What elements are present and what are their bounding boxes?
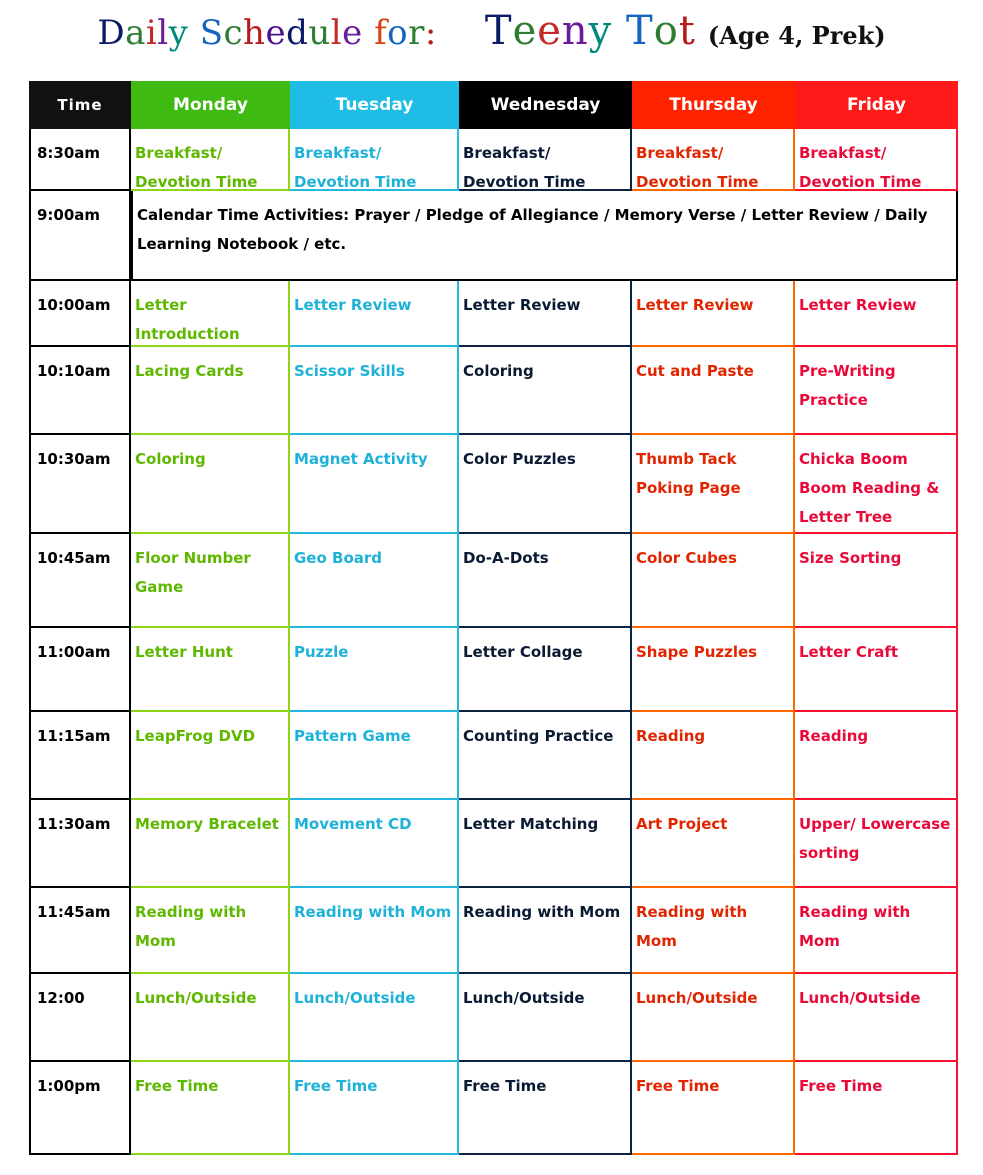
time-slot: 11:00am (29, 628, 131, 712)
activity-cell: Breakfast/ Devotion Time (459, 129, 632, 191)
activity-cell: Lacing Cards (131, 347, 290, 435)
activity-cell: Pre-Writing Practice (795, 347, 958, 435)
column-header-friday: Friday (795, 81, 958, 129)
activity-cell: Letter Matching (459, 800, 632, 888)
column-header-monday: Monday (131, 81, 290, 129)
activity-cell: Breakfast/ Devotion Time (632, 129, 795, 191)
title-letter: e (342, 13, 363, 53)
activity-cell: Cut and Paste (632, 347, 795, 435)
time-slot: 1:00pm (29, 1062, 131, 1155)
activity-cell: Color Puzzles (459, 435, 632, 534)
activity-cell: Shape Puzzles (632, 628, 795, 712)
title-lead (97, 13, 437, 53)
activity-cell: Reading with Mom (632, 888, 795, 974)
activity-cell: Art Project (632, 800, 795, 888)
column-header-tuesday: Tuesday (290, 81, 459, 129)
activity-cell: Magnet Activity (290, 435, 459, 534)
time-slot: 12:00 (29, 974, 131, 1062)
activity-cell: Coloring (131, 435, 290, 534)
activity-cell: Coloring (459, 347, 632, 435)
column-header-wednesday: Wednesday (459, 81, 632, 129)
activity-cell: Letter Review (459, 281, 632, 347)
activity-cell: Memory Bracelet (131, 800, 290, 888)
activity-cell: Breakfast/ Devotion Time (131, 129, 290, 191)
title-letter: f (374, 13, 388, 53)
activity-cell: Free Time (795, 1062, 958, 1155)
title-letter: l (330, 13, 343, 53)
activity-cell: LeapFrog DVD (131, 712, 290, 800)
activity-cell: Scissor Skills (290, 347, 459, 435)
title-letter (363, 13, 374, 53)
schedule-table (29, 81, 958, 1155)
activity-cell: Reading (795, 712, 958, 800)
activity-cell: Lunch/Outside (632, 974, 795, 1062)
activity-cell: Geo Board (290, 534, 459, 628)
activity-cell: Reading with Mom (131, 888, 290, 974)
time-slot: 10:30am (29, 435, 131, 534)
title-letter: c (223, 13, 244, 53)
time-slot: 10:10am (29, 347, 131, 435)
time-slot: 9:00am (29, 191, 131, 281)
title-letter: d (286, 13, 309, 53)
activity-cell: Movement CD (290, 800, 459, 888)
title-letter: l (157, 13, 169, 53)
title-letter: a (125, 13, 146, 53)
title-letter (188, 13, 199, 53)
activity-cell: Breakfast/ Devotion Time (795, 129, 958, 191)
title-letter (612, 8, 626, 54)
activity-cell: Floor Number Game (131, 534, 290, 628)
activity-cell: Reading with Mom (459, 888, 632, 974)
activity-cell: Free Time (131, 1062, 290, 1155)
activity-cell: Free Time (459, 1062, 632, 1155)
title-letter: y (168, 13, 189, 53)
time-slot: 10:45am (29, 534, 131, 628)
title-letter: h (243, 13, 266, 53)
activity-cell: Letter Introduction (131, 281, 290, 347)
title-age: (Age 4, Prek) (707, 21, 886, 50)
title-letter: o (387, 13, 409, 53)
activity-cell: Letter Review (290, 281, 459, 347)
title-letter: e (265, 13, 287, 53)
title-letter: D (97, 13, 126, 53)
time-slot: 11:15am (29, 712, 131, 800)
time-slot: 11:45am (29, 888, 131, 974)
title-letter: : (424, 13, 437, 53)
activity-cell: Breakfast/ Devotion Time (290, 129, 459, 191)
activity-cell: Reading with Mom (795, 888, 958, 974)
activity-cell: Size Sorting (795, 534, 958, 628)
column-header-thursday: Thursday (632, 81, 795, 129)
activity-cell: Letter Hunt (131, 628, 290, 712)
time-slot: 10:00am (29, 281, 131, 347)
title-letter: u (308, 13, 331, 53)
title-letter: e (512, 8, 538, 54)
time-slot: 8:30am (29, 129, 131, 191)
activity-cell: Letter Craft (795, 628, 958, 712)
activity-cell: Free Time (290, 1062, 459, 1155)
activity-cell: Free Time (632, 1062, 795, 1155)
title-letter: y (588, 8, 613, 54)
title-letter: r (408, 13, 425, 53)
activity-cell: Color Cubes (632, 534, 795, 628)
activity-cell: Thumb Tack Poking Page (632, 435, 795, 534)
activity-cell: Lunch/Outside (459, 974, 632, 1062)
title-letter: o (653, 8, 679, 54)
activity-cell: Letter Review (795, 281, 958, 347)
activity-cell: Lunch/Outside (131, 974, 290, 1062)
schedule-title (0, 8, 983, 68)
activity-cell: Pattern Game (290, 712, 459, 800)
activity-cell: Chicka Boom Boom Reading & Letter Tree (795, 435, 958, 534)
activity-cell: Do-A-Dots (459, 534, 632, 628)
activity-cell: Upper/ Lowercase sorting (795, 800, 958, 888)
activity-cell: Reading with Mom (290, 888, 459, 974)
activity-cell: Lunch/Outside (290, 974, 459, 1062)
title-letter: T (484, 8, 513, 54)
title-child-name (485, 8, 696, 54)
activity-cell: Reading (632, 712, 795, 800)
title-letter: S (199, 13, 224, 53)
column-header-time: Time (29, 81, 131, 129)
title-letter: t (678, 8, 696, 54)
activity-cell: Letter Collage (459, 628, 632, 712)
activity-cell: Counting Practice (459, 712, 632, 800)
title-letter: i (145, 13, 158, 53)
title-letter: T (626, 8, 654, 54)
title-letter: n (561, 8, 589, 54)
activity-cell: Puzzle (290, 628, 459, 712)
calendar-activity-cell: Calendar Time Activities: Prayer / Pledge of Allegiance / Memory Verse / Letter Review / Daily Learning Notebook / etc. (131, 191, 958, 281)
activity-cell: Lunch/Outside (795, 974, 958, 1062)
activity-cell: Letter Review (632, 281, 795, 347)
title-letter: e (537, 8, 562, 54)
time-slot: 11:30am (29, 800, 131, 888)
